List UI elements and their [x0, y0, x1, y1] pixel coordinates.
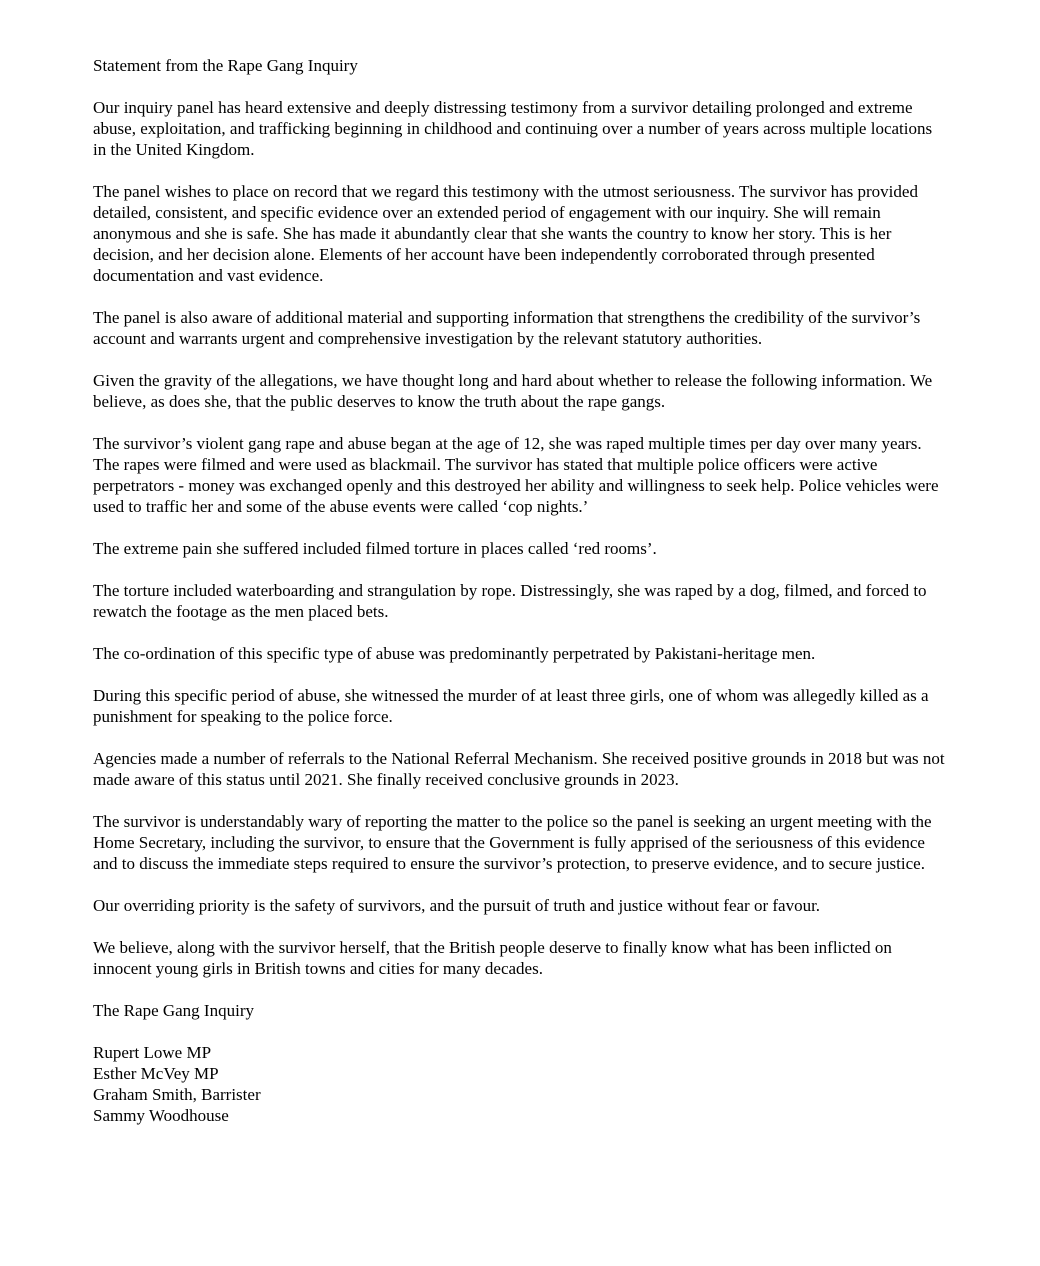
paragraph-10: Agencies made a number of referrals to the National Referral Mechanism. She received positive grounds in 2018 but was not made aware of this status until 2021. She finally received conclusive grounds in 2023. [93, 749, 945, 789]
signatory-2: Esther McVey MP [93, 1064, 219, 1083]
paragraph-3: The panel is also aware of additional material and supporting information that strengthens the credibility of the survivor’s account and warrants urgent and comprehensive investigation by the relevant statutory authorities. [93, 308, 921, 348]
paragraph-8: The co-ordination of this specific type of abuse was predominantly perpetrated by Pakistani-heritage men. [93, 644, 816, 663]
paragraph-13: We believe, along with the survivor herself, that the British people deserve to finally know what has been inflicted on innocent young girls in British towns and cities for many decades. [93, 938, 892, 978]
paragraph-6: The extreme pain she suffered included filmed torture in places called ‘red rooms’. [93, 539, 657, 558]
paragraph-9: During this specific period of abuse, she witnessed the murder of at least three girls, one of whom was allegedly killed as a punishment for speaking to the police force. [93, 686, 929, 726]
signatory-1: Rupert Lowe MP [93, 1043, 212, 1062]
signatory-4: Sammy Woodhouse [93, 1106, 229, 1125]
paragraph-12: Our overriding priority is the safety of survivors, and the pursuit of truth and justice without fear or favour. [93, 896, 821, 915]
paragraph-4: Given the gravity of the allegations, we have thought long and hard about whether to release the following information. We believe, as does she, that the public deserves to know the truth about the rape gangs. [93, 371, 933, 411]
paragraph-1: Our inquiry panel has heard extensive and deeply distressing testimony from a survivor detailing prolonged and extreme abuse, exploitation, and trafficking beginning in childhood and continuing over a number of years across multiple locations in the United Kingdom. [93, 98, 933, 159]
signatory-3: Graham Smith, Barrister [93, 1085, 261, 1104]
document-title: Statement from the Rape Gang Inquiry [93, 56, 358, 75]
paragraph-5: The survivor’s violent gang rape and abuse began at the age of 12, she was raped multiple times per day over many years. The rapes were filmed and were used as blackmail. The survivor has stated that multiple police officers were active perpetrators - money was exchanged openly and this destroyed her ability and willingness to seek help. Police vehicles were used to traffic her and some of the abuse events were called ‘cop nights.’ [93, 434, 939, 516]
closing-line: The Rape Gang Inquiry [93, 1001, 254, 1020]
paragraph-11: The survivor is understandably wary of reporting the matter to the police so the panel is seeking an urgent meeting with the Home Secretary, including the survivor, to ensure that the Government is fully apprised of the seriousness of this evidence and to discuss the immediate steps required to ensure the survivor’s protection, to preserve evidence, and to secure justice. [93, 812, 932, 873]
signature-block [93, 1042, 947, 1126]
paragraph-7: The torture included waterboarding and strangulation by rope. Distressingly, she was raped by a dog, filmed, and forced to rewatch the footage as the men placed bets. [93, 581, 927, 621]
paragraph-2: The panel wishes to place on record that we regard this testimony with the utmost seriousness. The survivor has provided detailed, consistent, and specific evidence over an extended period of engagement with our inquiry. She will remain anonymous and she is safe. She has made it abundantly clear that she wants the country to know her story. This is her decision, and her decision alone. Elements of her account have been independently corroborated through presented documentation and vast evidence. [93, 182, 918, 285]
